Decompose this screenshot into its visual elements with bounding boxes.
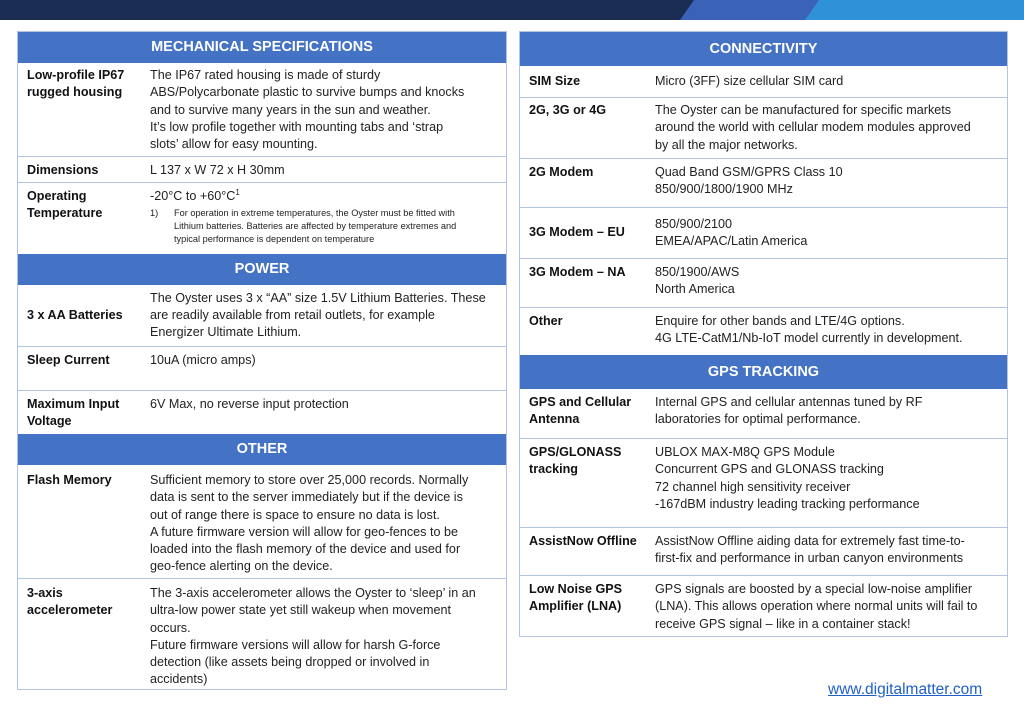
text-line: data is sent to the server immediately but if the device is <box>150 490 463 505</box>
gps-tracking-header: GPS TRACKING <box>520 355 1007 389</box>
text-line: It’s low profile together with mounting tabs and ‘strap <box>150 119 444 134</box>
footnote-number: 1) <box>150 208 159 219</box>
text-line: GPS signals are boosted by a special low-noise amplifier <box>655 582 973 596</box>
row-label: 3 x AA Batteries <box>27 307 123 322</box>
other-header: OTHER <box>18 434 506 465</box>
text-line: Quad Band GSM/GPRS Class 10 <box>655 165 843 179</box>
row-value <box>141 472 506 578</box>
text-line: geo-fence alerting on the device. <box>150 559 333 574</box>
text-line: Concurrent GPS and GLONASS tracking <box>655 462 884 477</box>
row-value <box>646 444 1007 527</box>
text-line: Internal GPS and cellular antennas tuned by RF <box>655 395 923 409</box>
text-line: -167dBM industry leading tracking performance <box>655 496 920 511</box>
text-line: laboratories for optimal performance. <box>655 412 861 427</box>
row-label: GPS and Cellular Antenna <box>529 395 632 427</box>
text-line: Energizer Ultimate Lithium. <box>150 325 302 340</box>
row-value <box>646 164 1007 207</box>
input-voltage-row <box>18 390 506 434</box>
row-value <box>141 285 506 346</box>
text-line: occurs. <box>150 620 191 635</box>
temperature-row <box>18 182 506 254</box>
text-line: North America <box>655 282 735 297</box>
row-label: 3G Modem – NA <box>529 265 626 279</box>
text-line: detection (like assets being dropped or involved in <box>150 655 430 670</box>
housing-row <box>18 63 506 156</box>
row-label: 2G, 3G or 4G <box>529 103 606 117</box>
row-label: Maximum Input Voltage <box>27 397 120 429</box>
text-line: out of range there is space to ensure no data is lost. <box>150 507 440 522</box>
text-line: The Oyster uses 3 x “AA” size 1.5V Lithium Batteries. These <box>150 290 486 305</box>
header-banner <box>0 0 1024 20</box>
temperature-footnote <box>150 207 502 246</box>
text-line: Sufficient memory to store over 25,000 records. Normally <box>150 473 469 487</box>
generation-row <box>520 97 1007 158</box>
text-line: receive GPS signal – like in a container stack! <box>655 616 911 631</box>
batteries-row <box>18 285 506 346</box>
3g-modem-eu-row <box>520 207 1007 258</box>
text-line: 850/900/1800/1900 MHz <box>655 182 793 197</box>
row-label: SIM Size <box>529 73 581 88</box>
lna-row <box>520 575 1007 636</box>
3g-modem-na-row <box>520 258 1007 307</box>
dimensions-row <box>18 156 506 182</box>
row-value <box>646 533 1007 575</box>
text-line: EMEA/APAC/Latin America <box>655 234 808 248</box>
row-value <box>646 102 1007 158</box>
footnote-ref: 1 <box>235 187 240 197</box>
text-line: Future firmware versions will allow for harsh G-force <box>150 637 441 652</box>
banner-accent <box>805 0 1024 20</box>
row-label: Sleep Current <box>27 353 110 367</box>
row-label: 3G Modem – EU <box>529 225 625 240</box>
text-line: loaded into the flash memory of the device and used for <box>150 542 461 557</box>
text-line: The IP67 rated housing is made of sturdy <box>150 68 381 82</box>
text-line: Lithium batteries. Batteries are affected by temperature extremes and <box>174 221 457 232</box>
text-line: and to survive many years in the sun and weather. <box>150 102 431 117</box>
row-value <box>646 394 1007 438</box>
2g-modem-row <box>520 158 1007 207</box>
right-spec-panel <box>519 31 1008 637</box>
row-value: 10uA (micro amps) <box>150 353 256 367</box>
text-line: 4G LTE-CatM1/Nb-IoT model currently in development. <box>655 331 963 346</box>
text-line: 850/1900/AWS <box>655 265 740 279</box>
row-value <box>646 581 1007 636</box>
text-line: are readily available from retail outlets, for example <box>150 307 435 322</box>
left-spec-panel <box>17 31 507 690</box>
row-value <box>141 585 506 689</box>
text-line: 850/900/2100 <box>655 216 733 231</box>
row-label: 3-axis accelerometer <box>27 586 113 618</box>
row-value <box>646 208 1007 258</box>
text-line: slots’ allow for easy mounting. <box>150 137 318 152</box>
row-label: Flash Memory <box>27 473 112 487</box>
row-label: GPS/GLONASS tracking <box>529 445 622 477</box>
text-line: around the world with cellular modem modules approved <box>655 120 971 135</box>
text-line: (LNA). This allows operation where normal units will fail to <box>655 599 978 614</box>
text-line: The 3-axis accelerometer allows the Oyster to ‘sleep’ in an <box>150 586 476 600</box>
text-line: ultra-low power state yet still wakeup when movement <box>150 603 451 618</box>
row-value: 6V Max, no reverse input protection <box>150 397 349 411</box>
row-label: 2G Modem <box>529 165 594 179</box>
flash-memory-row <box>18 465 506 578</box>
text-line: Enquire for other bands and LTE/4G options. <box>655 314 905 328</box>
text-line: AssistNow Offline aiding data for extremely fast time-to- <box>655 534 965 548</box>
row-label: Low-profile IP67 rugged housing <box>27 68 125 100</box>
sleep-current-row <box>18 346 506 390</box>
other-bands-row <box>520 307 1007 355</box>
text-line: 72 channel high sensitivity receiver <box>655 479 851 494</box>
gps-glonass-row <box>520 438 1007 527</box>
row-value <box>141 67 506 156</box>
row-value <box>141 188 506 254</box>
mechanical-header: MECHANICAL SPECIFICATIONS <box>18 32 506 63</box>
text-line: For operation in extreme temperatures, the Oyster must be fitted with <box>174 208 455 219</box>
text-line: A future firmware version will allow for geo-fences to be <box>150 524 458 539</box>
text-line: by all the major networks. <box>655 137 798 152</box>
row-value <box>646 313 1007 355</box>
row-label: Dimensions <box>27 163 99 177</box>
row-value <box>646 264 1007 307</box>
sim-size-row <box>520 66 1007 97</box>
text-line: The Oyster can be manufactured for specific markets <box>655 103 952 117</box>
row-label: Low Noise GPS Amplifier (LNA) <box>529 582 623 614</box>
text-line: ABS/Polycarbonate plastic to survive bumps and knocks <box>150 85 465 100</box>
row-value: L 137 x W 72 x H 30mm <box>150 163 285 177</box>
row-label: Other <box>529 314 563 328</box>
assistnow-row <box>520 527 1007 575</box>
text-line: first-fix and performance in urban canyon environments <box>655 551 963 566</box>
row-value: Micro (3FF) size cellular SIM card <box>655 73 844 88</box>
text-line: typical performance is dependent on temperature <box>174 234 375 245</box>
text-line: UBLOX MAX-M8Q GPS Module <box>655 445 835 459</box>
temperature-range: -20°C to +60°C <box>150 189 236 203</box>
gps-antenna-row <box>520 389 1007 438</box>
website-link[interactable]: www.digitalmatter.com <box>828 681 983 698</box>
text-line: accidents) <box>150 672 208 687</box>
row-label: Operating Temperature <box>27 189 103 221</box>
row-label: AssistNow Offline <box>529 534 637 548</box>
accelerometer-row <box>18 578 506 689</box>
connectivity-header: CONNECTIVITY <box>520 32 1007 66</box>
power-header: POWER <box>18 254 506 285</box>
